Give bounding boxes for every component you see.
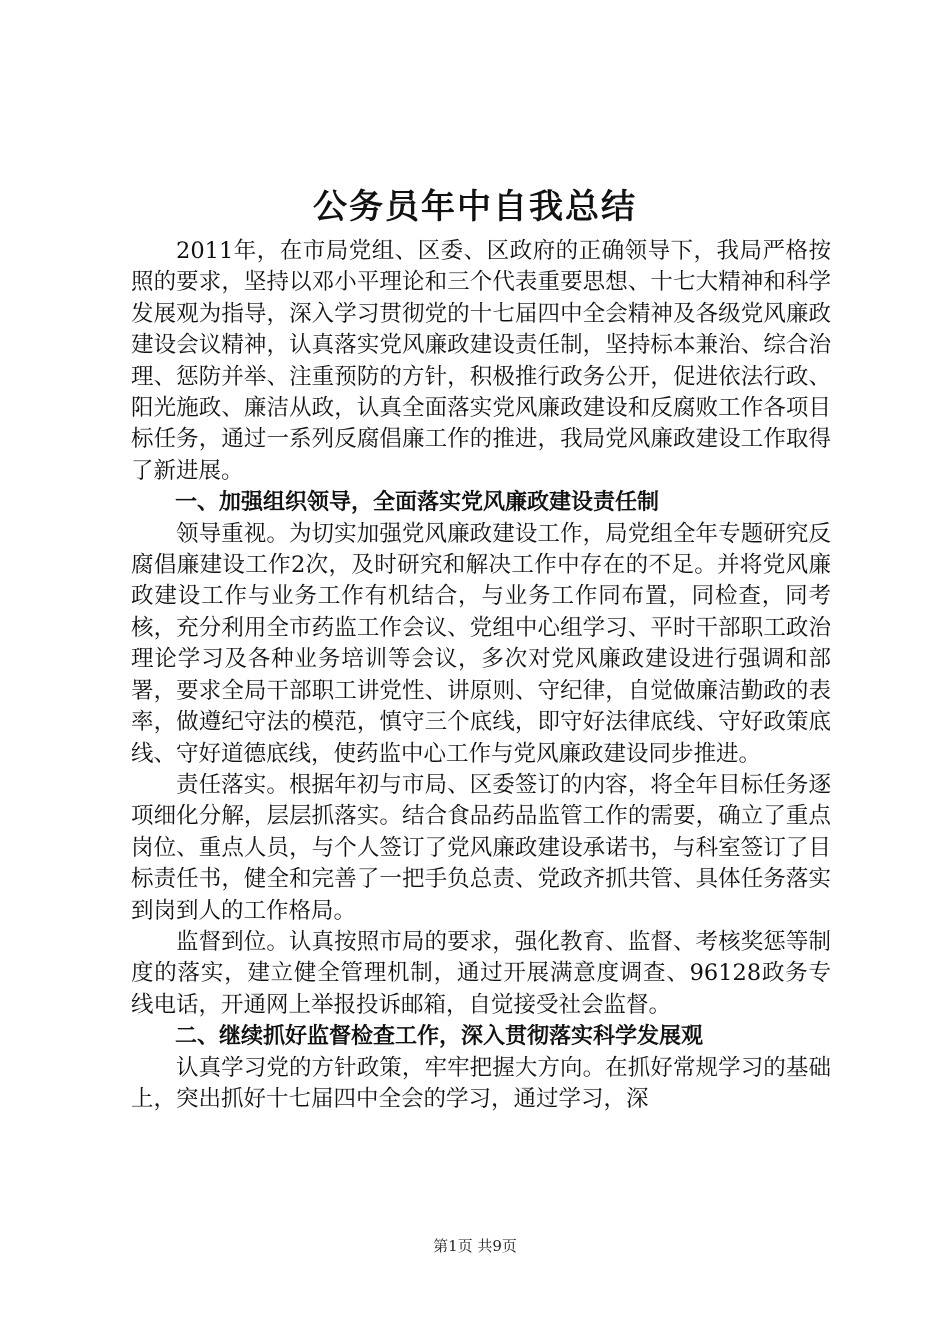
intro-paragraph: 2011年，在市局党组、区委、区政府的正确领导下，我局严格按照的要求，坚持以邓小平理论和三个代表重要思想、十七大精神和科学发展观为指导，深入学习贯彻党的十七届四中全会精神及各级党风廉政建设会议精神，认真落实党风廉政建设责任制，坚持标本兼治、综合治理、惩防并举、注重预防的方针，积极推行政务公开，促进依法行政、阳光施政、廉洁从政，认真全面落实党风廉政建设和反腐败工作各项目标任务，通过一系列反腐倡廉工作的推进，我局党风廉政建设工作取得了新进展。 [131, 238, 831, 484]
page-footer: 第1页 共9页 [433, 1237, 517, 1255]
paragraph-study: 认真学习党的方针政策，牢牢把握大方向。在抓好常规学习的基础上，突出抓好十七届四中全会的学习，通过学习，深 [131, 1054, 831, 1112]
paragraph-leadership: 领导重视。为切实加强党风廉政建设工作，局党组全年专题研究反腐倡廉建设工作2次，及时研究和解决工作中存在的不足。并将党风廉政建设工作与业务工作有机结合，与业务工作同布置，同检查，同考核，充分利用全市药监工作会议、党组中心组学习、平时干部职工政治理论学习及各种业务培训等会议，多次对党风廉政建设进行强调和部署，要求全局干部职工讲党性、讲原则、守纪律，自觉做廉洁勤政的表率，做遵纪守法的模范，慎守三个底线，即守好法律底线、守好政策底线、守好道德底线，使药监中心工作与党风廉政建设同步推进。 [131, 520, 831, 767]
document-title: 公务员年中自我总结 [313, 187, 637, 227]
section-heading-1: 一、加强组织领导，全面落实党风廉政建设责任制 [175, 490, 660, 516]
document-body [131, 236, 831, 1115]
section-heading-2: 二、继续抓好监督检查工作，深入贯彻落实科学发展观 [175, 1024, 704, 1050]
paragraph-supervision: 监督到位。认真按照市局的要求，强化教育、监督、考核奖惩等制度的落实，建立健全管理机制，通过开展满意度调查、96128政务专线电话，开通网上举报投诉邮箱，自觉接受社会监督。 [131, 928, 831, 1018]
paragraph-responsibility: 责任落实。根据年初与市局、区委签订的内容，将全年目标任务逐项细化分解，层层抓落实。结合食品药品监管工作的需要，确立了重点岗位、重点人员，与个人签订了党风廉政建设承诺书，与科室签订了目标责任书，健全和完善了一把手负总责、党政齐抓共管、具体任务落实到岗到人的工作格局。 [131, 771, 831, 924]
